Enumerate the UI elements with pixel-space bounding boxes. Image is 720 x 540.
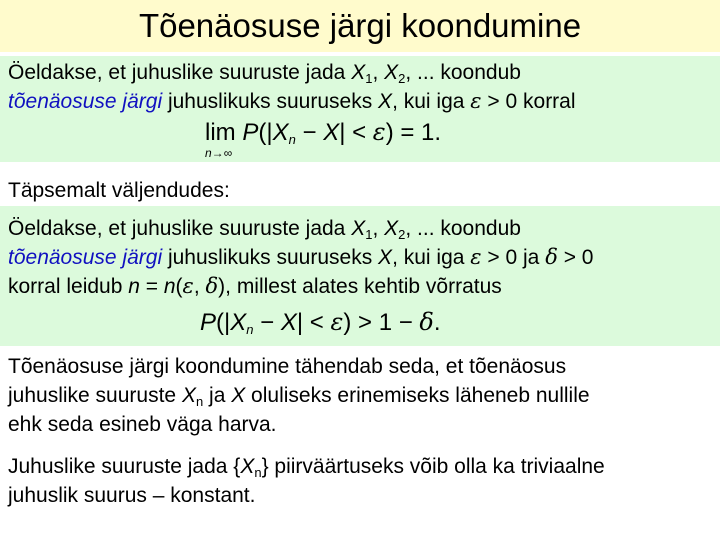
- definition-line-1: Öeldakse, et juhuslike suuruste jada $X_1$, $X_2$, ... koondub: [8, 61, 521, 86]
- formula-limit: $\lim P(|X_n - X| < \varepsilon) = 1$.: [205, 118, 442, 147]
- formula-inequality: $P(|X_n - X| < \varepsilon) > 1 - \delta$.: [200, 308, 441, 337]
- detailed-line-2: tõenäosuse järgi juhuslikuks suuruseks X, kui iga ε > 0 ja δ > 0: [8, 245, 594, 269]
- detailed-heading: Täpsemalt väljendudes:: [8, 179, 230, 202]
- definition-text: [8, 58, 576, 116]
- detailed-line-3: korral leidub n = n(ε, δ), millest alates kehtib võrratus: [8, 274, 502, 298]
- constant-limit-text: Juhuslike suuruste jada $\{X_n\}$ piirväärtuseks võib olla ka triviaalne juhuslik suurus – konstant.: [8, 455, 605, 507]
- detailed-definition-text: [8, 214, 593, 301]
- detailed-line-1: Öeldakse, et juhuslike suuruste jada $X_1$, $X_2$, ... koondub: [8, 217, 521, 242]
- limit-subscript: n→∞: [205, 146, 233, 160]
- term-highlight: tõenäosuse järgi: [8, 90, 163, 113]
- term-highlight: tõenäosuse järgi: [8, 246, 163, 269]
- interpretation-text: Tõenäosuse järgi koondumine tähendab seda, et tõenäosus juhuslike suuruste $X_n$ ja X oluliseks erinemiseks läheneb nullile ehk seda esineb väga harva.: [8, 355, 590, 436]
- definition-line-2: tõenäosuse järgi juhuslikuks suuruseks X, kui iga ε > 0 korral: [8, 89, 576, 113]
- slide-title: Tõenäosuse järgi koondumine: [0, 0, 720, 52]
